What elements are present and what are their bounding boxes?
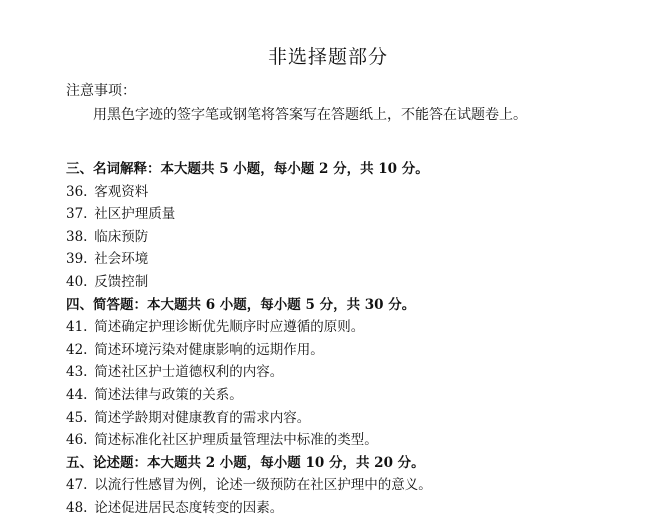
question-item xyxy=(66,384,432,407)
question-item xyxy=(66,181,432,204)
question-text: 简述社区护士道德权利的内容。 xyxy=(94,364,284,381)
section-heading-nouns: 三、名词解释：本大题共 5 小题，每小题 2 分，共 10 分。 xyxy=(66,161,429,177)
question-number: 38. xyxy=(66,228,88,245)
question-number: 42. xyxy=(66,341,88,358)
question-number: 43. xyxy=(66,364,88,381)
question-number: 41. xyxy=(66,319,88,336)
section-heading-short-answer: 四、简答题：本大题共 6 小题，每小题 5 分，共 30 分。 xyxy=(66,296,416,313)
question-number: 36. xyxy=(66,183,88,200)
question-text: 社会环境 xyxy=(94,251,149,268)
notice-text: 用黑色字迹的签字笔或钢笔将答案写在答题纸上，不能答在试题卷上。 xyxy=(93,107,527,123)
question-number: 40. xyxy=(66,273,88,290)
question-text: 客观资料 xyxy=(94,183,149,200)
notice-label: 注意事项： xyxy=(66,83,136,99)
question-item xyxy=(66,429,432,452)
question-item xyxy=(66,497,432,520)
question-number: 48. xyxy=(66,499,88,516)
question-item xyxy=(66,248,432,271)
question-number: 44. xyxy=(66,386,88,403)
question-text: 论述促进居民态度转变的因素。 xyxy=(94,499,284,516)
section-heading-essay: 五、论述题：本大题共 2 小题，每小题 10 分，共 20 分。 xyxy=(66,454,425,471)
question-number: 45. xyxy=(66,409,88,426)
question-number: 46. xyxy=(66,432,88,449)
question-text: 以流行性感冒为例，论述一级预防在社区护理中的意义。 xyxy=(94,477,432,494)
question-item xyxy=(66,407,432,430)
page-title: 非选择题部分 xyxy=(267,46,388,68)
question-text: 简述环境污染对健康影响的远期作用。 xyxy=(94,341,324,358)
question-text: 简述标准化社区护理质量管理法中标准的类型。 xyxy=(94,432,378,449)
question-number: 47. xyxy=(66,477,88,494)
question-item xyxy=(66,339,432,362)
question-text: 反馈控制 xyxy=(94,273,149,290)
question-item xyxy=(66,271,432,294)
question-item xyxy=(66,361,432,384)
question-text: 临床预防 xyxy=(94,228,149,245)
question-text: 简述法律与政策的关系。 xyxy=(94,386,243,403)
question-number: 39. xyxy=(66,251,88,268)
question-text: 社区护理质量 xyxy=(94,206,176,223)
question-text: 简述学龄期对健康教育的需求内容。 xyxy=(94,409,311,426)
question-number: 37. xyxy=(66,206,88,223)
question-item xyxy=(66,474,432,497)
question-item xyxy=(66,203,432,226)
question-item xyxy=(66,226,432,249)
question-list xyxy=(66,158,432,520)
question-text: 简述确定护理诊断优先顺序时应遵循的原则。 xyxy=(94,319,365,336)
question-item xyxy=(66,316,432,339)
